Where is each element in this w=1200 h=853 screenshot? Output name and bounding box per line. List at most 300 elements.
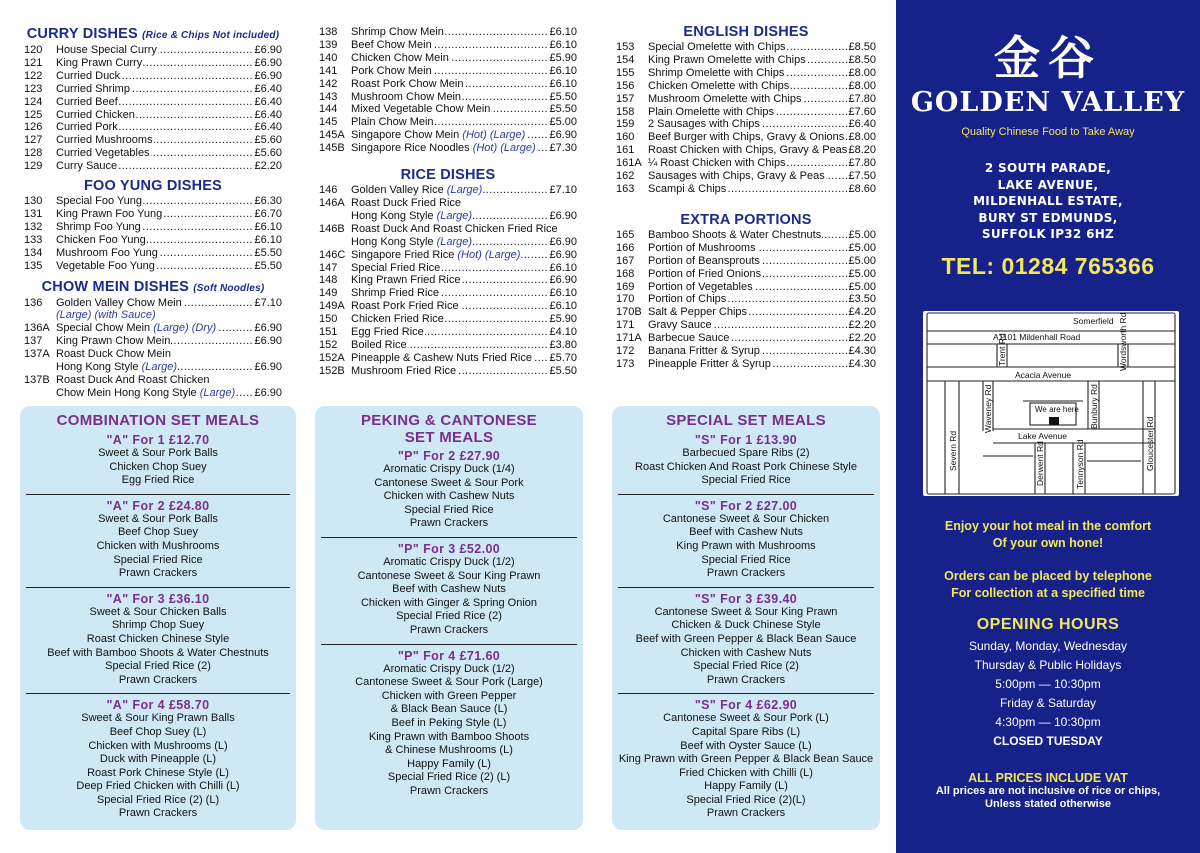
set-meal-item: Prawn Crackers	[706, 807, 786, 820]
set-meal-heading: "A" For 2 £24.80	[106, 498, 210, 513]
menu-column-2	[319, 26, 577, 378]
item-name: Portion of Chips .....	[648, 293, 848, 306]
menu-item	[616, 80, 876, 93]
menu-item	[616, 106, 876, 119]
menu-column-1	[24, 26, 282, 400]
special-title: SPECIAL SET MEALS	[666, 412, 826, 429]
item-number: 138	[319, 26, 338, 38]
item-name: Roast Pork Chow Mein .....	[351, 78, 549, 91]
item-name: Portion of Vegetables .....	[648, 281, 848, 294]
menu-item	[319, 300, 577, 313]
set-meal-item: & Chinese Mushrooms (L)	[385, 744, 513, 757]
set-meal-item: Chicken Chop Suey	[109, 460, 207, 473]
item-number: 168	[616, 267, 635, 280]
item-price: £8.00	[848, 131, 876, 144]
item-price: £5.90	[549, 51, 577, 64]
item-name: Mixed Vegetable Chow Mein .....	[351, 103, 549, 116]
set-meal-item: Beef with Bamboo Shoots & Water Chestnuts	[47, 646, 269, 659]
item-number: 143	[319, 90, 338, 103]
item-number: 152A	[319, 351, 345, 364]
chowmein-more-list	[319, 26, 577, 155]
set-meal-item: Happy Family (L)	[704, 780, 788, 793]
menu-item	[319, 236, 577, 249]
set-meal-item: Happy Family (L)	[407, 757, 491, 770]
item-price: £8.50	[848, 41, 876, 53]
set-meal-item: Chicken with Green Pepper	[381, 689, 517, 702]
item-name: Chicken Foo Yung .....	[56, 234, 254, 247]
set-meal-item: Chicken with Mushrooms (L)	[88, 739, 228, 752]
menu-item	[319, 274, 577, 287]
set-meal-item: Beef with Green Pepper & Black Bean Sauce	[635, 632, 857, 645]
menu-item	[616, 242, 876, 255]
item-name: Special Chow Mein (Large) (Dry) .....	[56, 322, 254, 335]
curry-section-title: CURRY DISHES (Rice & Chips Not included)	[26, 26, 280, 42]
map-label-a1101: A1101 Mildenhall Road	[993, 332, 1081, 342]
opening-hours: Sunday, Monday, Wednesday Thursday & Public Holidays 5:00pm — 10:30pm Friday & Saturday 4:30pm — 10:30pm CLOSED TUESDAY	[896, 637, 1200, 751]
item-name: Chicken Chow Mein .....	[351, 52, 549, 65]
set-meal-item: Special Fried Rice	[701, 553, 791, 566]
item-price: £5.00	[848, 241, 876, 254]
menu-item	[24, 121, 282, 134]
menu-item	[616, 268, 876, 281]
item-number: 160	[616, 131, 635, 144]
set-meal-item: Prawn Crackers	[706, 567, 786, 580]
menu-item	[616, 131, 876, 144]
item-price: £6.10	[549, 64, 577, 77]
map-label-acacia: Acacia Avenue	[1015, 370, 1072, 380]
item-number: 131	[24, 207, 43, 220]
chinese-logo: 金谷	[994, 31, 1102, 85]
meal-divider	[321, 537, 577, 538]
item-name: Barbecue Sauce .....	[648, 332, 848, 345]
item-name: Plain Chow Mein .....	[351, 116, 549, 129]
item-price: £7.30	[549, 142, 577, 155]
set-meal-item: Sweet & Sour Chicken Balls	[89, 605, 227, 618]
item-number: 161	[616, 144, 635, 157]
item-number: 135	[24, 259, 43, 272]
menu-item	[24, 109, 282, 122]
item-name: Chicken Fried Rice .....	[351, 313, 549, 326]
rice-list	[319, 184, 577, 378]
set-meal-heading: "A" For 1 £12.70	[106, 433, 210, 447]
meal-divider	[618, 587, 874, 588]
set-meal-item: Aromatic Crispy Duck (1/2)	[383, 662, 515, 675]
item-name: Curried Duck .....	[56, 70, 254, 83]
item-price: £7.50	[848, 170, 876, 183]
menu-item	[319, 78, 577, 91]
set-meal-item: Special Fried Rice (2)(L)	[686, 793, 806, 806]
item-number: 152B	[319, 364, 345, 377]
item-number: 141	[319, 64, 338, 77]
item-name: Sausages with Chips, Gravy & Peas .....	[648, 170, 848, 183]
set-meal-item: Egg Fried Rice	[121, 474, 195, 487]
menu-item	[319, 287, 577, 300]
set-meal-item: Prawn Crackers	[409, 784, 489, 797]
item-name: Curried Pork .....	[56, 121, 254, 134]
item-price: £5.00	[848, 228, 876, 241]
item-name: Portion of Mushrooms .....	[648, 242, 848, 255]
item-name: Special Omelette with Chips .....	[648, 41, 848, 54]
menu-item	[319, 116, 577, 129]
item-price: £6.70	[254, 207, 282, 220]
menu-item	[616, 358, 876, 371]
item-name: Portion of Fried Onions .....	[648, 268, 848, 281]
item-price: £6.40	[254, 108, 282, 121]
item-number: 153	[616, 41, 635, 53]
map-label-severn: Severn Rd	[948, 430, 958, 471]
item-number: 163	[616, 182, 635, 195]
menu-item	[24, 44, 282, 57]
set-meal-item: Capital Spare Ribs (L)	[691, 725, 801, 738]
menu-item	[24, 387, 282, 400]
chowmein-section-title: CHOW MEIN DISHES (Soft Noodles)	[41, 278, 265, 295]
set-meal-item: Special Fried Rice	[701, 474, 791, 487]
item-number: 134	[24, 246, 43, 259]
menu-item	[24, 247, 282, 260]
item-name: Roast Pork Fried Rice .....	[351, 300, 549, 313]
item-name: Hong Kong Style (Large) .....	[351, 236, 549, 249]
item-name: Portion of Beansprouts .....	[648, 255, 848, 268]
item-number: 146	[319, 184, 338, 197]
item-price: £7.80	[848, 92, 876, 105]
map-drawing	[923, 311, 1179, 496]
item-price: £2.20	[848, 319, 876, 332]
menu-item	[24, 374, 282, 387]
item-number: 157	[616, 92, 635, 105]
set-meal-item: Cantonese Sweet & Sour Pork	[374, 476, 524, 489]
set-meal-item: Prawn Crackers	[409, 623, 489, 636]
item-price: £5.50	[549, 364, 577, 377]
menu-item	[616, 54, 876, 67]
item-name: Singapore Chow Mein (Hot) (Large) .....	[351, 129, 549, 142]
menu-item	[319, 39, 577, 52]
set-meal-item: Barbecued Spare Ribs (2)	[682, 447, 810, 459]
menu-item	[616, 144, 876, 157]
menu-item	[319, 26, 577, 39]
map-label-wordsworth: Wordsworth Rd	[1118, 312, 1128, 371]
item-number	[319, 210, 351, 223]
item-price: £5.90	[549, 313, 577, 326]
set-meal-item: King Prawn with Green Pepper & Black Bean Sauce	[618, 753, 874, 766]
item-price: £6.90	[254, 56, 282, 69]
item-name: Golden Valley Chow Mein .....	[56, 297, 254, 310]
item-price: £8.60	[848, 182, 876, 195]
set-meal-item: Cantonese Sweet & Sour Pork (L)	[663, 712, 829, 725]
menu-item	[24, 57, 282, 70]
set-meal-item: Cantonese Sweet & Sour Chicken	[662, 512, 830, 525]
item-price: £5.50	[549, 103, 577, 116]
item-number: 161A	[616, 157, 642, 170]
menu-item	[616, 255, 876, 268]
menu-item	[24, 70, 282, 83]
item-price: £3.80	[549, 338, 577, 351]
meal-divider	[26, 693, 290, 694]
menu-item	[319, 142, 577, 155]
rice-section-title: RICE DISHES	[400, 167, 496, 184]
item-number: 148	[319, 274, 338, 287]
set-meal-item: Beef with Cashew Nuts	[392, 583, 506, 596]
set-meal-item: Special Fried Rice (2) (L)	[96, 793, 220, 806]
set-meal-item: Roast Pork Chinese Style (L)	[87, 766, 229, 779]
item-name: ¼ Roast Chicken with Chips .....	[648, 157, 848, 170]
menu-item	[24, 221, 282, 234]
map-label-waveney: Waveney Rd	[983, 384, 993, 433]
set-meal-item: Cantonese Sweet & Sour Pork (Large)	[355, 676, 543, 689]
item-name: Roast Duck And Roast Chicken Fried Rice	[351, 222, 558, 235]
item-number: 170	[616, 293, 635, 306]
extra-section-title: EXTRA PORTIONS	[680, 211, 812, 228]
map-label-trent: Trent Rd	[997, 333, 1007, 366]
map-label-tennyson: Tennyson Rd	[1075, 439, 1085, 489]
menu-item	[616, 157, 876, 170]
set-meal-item: Roast Chicken Chinese Style	[86, 632, 230, 645]
set-meal-item: Chicken with Ginger & Spring Onion	[360, 596, 538, 609]
item-number: 128	[24, 147, 43, 160]
meal-divider	[321, 644, 577, 645]
peking-title: PEKING & CANTONESE SET MEALS	[361, 412, 537, 446]
item-number: 158	[616, 105, 635, 118]
telephone: TEL: 01284 765366	[941, 252, 1155, 279]
menu-item	[616, 345, 876, 358]
set-meal-item: Duck with Pineapple (L)	[99, 753, 217, 766]
item-number: 172	[616, 345, 635, 358]
item-price: £7.60	[848, 105, 876, 118]
item-price: £5.50	[254, 246, 282, 259]
item-number: 170B	[616, 306, 642, 319]
set-meal-heading: "A" For 4 £58.70	[106, 698, 210, 713]
map-label-somerfield: Somerfield	[1073, 316, 1114, 326]
item-number: 152	[319, 338, 338, 351]
item-number: 136A	[24, 322, 50, 335]
set-meal-item: Sweet & Sour Pork Balls	[98, 447, 218, 459]
item-number: 142	[319, 77, 338, 90]
menu-item	[24, 208, 282, 221]
set-meal-heading: "S" For 2 £27.00	[694, 498, 798, 513]
item-number: 146B	[319, 222, 345, 235]
item-name: Roast Duck Chow Mein	[56, 348, 171, 361]
item-number: 171	[616, 319, 635, 332]
map-label-derwent: Derwent Rd	[1035, 441, 1045, 486]
map-label-here: We are here	[1035, 405, 1079, 414]
set-meal-item: Chicken with Cashew Nuts	[680, 646, 812, 659]
item-price: £6.40	[848, 118, 876, 131]
meal-divider	[618, 494, 874, 495]
menu-item	[24, 134, 282, 147]
item-price: £5.00	[549, 116, 577, 129]
menu-item	[319, 326, 577, 339]
item-name: Scampi & Chips .....	[648, 183, 848, 196]
menu-item	[616, 67, 876, 80]
set-meal-item: Cantonese Sweet & Sour King Prawn	[654, 605, 838, 618]
item-name: Banana Fritter & Syrup .....	[648, 345, 848, 358]
item-price: £4.30	[848, 345, 876, 358]
menu-item	[319, 103, 577, 116]
item-number: 139	[319, 38, 338, 51]
item-name: Pineapple Fritter & Syrup .....	[648, 358, 848, 371]
set-meal-item: Prawn Crackers	[118, 567, 198, 580]
item-name: King Prawn Fried Rice .....	[351, 274, 549, 287]
item-number: 155	[616, 66, 635, 79]
item-name: King Prawn Foo Yung .....	[56, 208, 254, 221]
item-price: £6.40	[254, 121, 282, 134]
map-label-bunbury: Bunbury Rd	[1089, 384, 1099, 429]
item-price: £6.10	[549, 287, 577, 300]
item-number	[24, 309, 56, 322]
item-number: 124	[24, 95, 43, 108]
set-meal-item: Special Fried Rice	[113, 553, 203, 566]
meal-divider	[26, 587, 290, 588]
item-name: Curried Shrimp .....	[56, 83, 254, 96]
menu-item	[616, 306, 876, 319]
menu-item	[319, 129, 577, 142]
item-name: Roast Duck And Roast Chicken	[56, 373, 210, 386]
menu-item	[24, 147, 282, 160]
special-meals	[612, 433, 880, 821]
special-set-meals-box	[612, 406, 880, 830]
item-price: £6.90	[549, 235, 577, 248]
set-meal-item: Special Fried Rice	[404, 503, 494, 516]
menu-item	[319, 249, 577, 262]
set-meal-heading: "P" For 3 £52.00	[397, 541, 501, 556]
item-price: £8.00	[848, 79, 876, 92]
item-price: £6.10	[549, 26, 577, 38]
item-number: 150	[319, 313, 338, 326]
menu-item	[616, 332, 876, 345]
english-list	[616, 41, 876, 196]
item-price: £6.90	[254, 335, 282, 348]
peking-meals	[315, 449, 583, 798]
item-price: £7.10	[549, 184, 577, 197]
item-number: 120	[24, 44, 43, 56]
menu-item	[24, 361, 282, 374]
item-name: Pineapple & Cashew Nuts Fried Rice .....	[351, 352, 549, 365]
item-price: £6.90	[549, 274, 577, 287]
item-name: House Special Curry .....	[56, 44, 254, 57]
item-number: 166	[616, 241, 635, 254]
item-name: Golden Valley Rice (Large) .....	[351, 184, 549, 197]
item-name: Mushroom Foo Yung .....	[56, 247, 254, 260]
item-price: £2.20	[254, 160, 282, 173]
item-name: Chicken Omelette with Chips .....	[648, 80, 848, 93]
item-name: Beef Burger with Chips, Gravy & Onions .....	[648, 131, 848, 144]
item-name: Curried Mushrooms .....	[56, 134, 254, 147]
set-meal-heading: "P" For 4 £71.60	[397, 648, 501, 663]
item-price: £6.40	[254, 82, 282, 95]
set-meal-item: Beef Chop Suey	[117, 526, 199, 539]
set-meal-item: & Black Bean Sauce (L)	[390, 703, 508, 716]
set-meal-item: Beef Chop Suey (L)	[109, 725, 207, 738]
menu-item	[616, 281, 876, 294]
menu-item	[616, 93, 876, 106]
set-meal-item: Aromatic Crispy Duck (1/2)	[383, 555, 515, 568]
set-meal-item: Prawn Crackers	[118, 807, 198, 820]
tagline: Quality Chinese Food to Take Away	[961, 126, 1135, 138]
item-name: Roast Chicken with Chips, Gravy & Peas .....	[648, 144, 848, 157]
item-name: King Prawn Chow Mein .....	[56, 335, 254, 348]
set-meal-item: Aromatic Crispy Duck (1/4)	[383, 463, 515, 475]
menu-item	[24, 348, 282, 361]
set-meal-heading: "S" For 1 £13.90	[694, 433, 798, 447]
item-price: £6.90	[549, 248, 577, 261]
curry-list	[24, 44, 282, 173]
item-name: Mushroom Fried Rice .....	[351, 365, 549, 378]
item-price: £6.90	[549, 209, 577, 222]
item-number	[24, 361, 56, 374]
item-number: 133	[24, 233, 43, 246]
item-price: £4.10	[549, 326, 577, 339]
menu-item	[616, 41, 876, 54]
item-price: £3.50	[848, 293, 876, 306]
fooyung-list	[24, 195, 282, 272]
item-name: Curried Vegetables .....	[56, 147, 254, 160]
item-price: £6.90	[254, 386, 282, 399]
item-name: Chow Mein Hong Kong Style (Large) .....	[56, 387, 254, 400]
menu-item	[319, 262, 577, 275]
item-price: £4.30	[848, 357, 876, 370]
item-price: £6.10	[549, 261, 577, 274]
item-name: Shrimp Fried Rice .....	[351, 287, 549, 300]
set-meal-item: Fried Chicken with Chilli (L)	[679, 766, 813, 779]
item-number: 126	[24, 121, 43, 134]
item-price: £6.10	[549, 77, 577, 90]
menu-item	[616, 118, 876, 131]
brand-panel	[896, 0, 1200, 853]
item-number: 145A	[319, 129, 345, 142]
item-name: Mushroom Chow Mein .....	[351, 91, 549, 104]
item-price: £4.20	[848, 306, 876, 319]
menu-item	[319, 223, 577, 236]
item-name: Shrimp Foo Yung .....	[56, 221, 254, 234]
set-meal-item: Chicken & Duck Chinese Style	[671, 619, 821, 632]
set-meal-item: Chicken with Mushrooms	[96, 539, 220, 552]
set-meal-heading: "A" For 3 £36.10	[106, 591, 210, 606]
menu-item	[24, 309, 282, 322]
item-name: Singapore Fried Rice (Hot) (Large) .....	[351, 249, 549, 262]
set-meal-item: Special Fried Rice (2)	[105, 660, 211, 673]
item-number: 159	[616, 118, 635, 131]
item-number: 146A	[319, 196, 345, 209]
item-number: 123	[24, 82, 43, 95]
menu-item	[24, 297, 282, 310]
location-map	[923, 311, 1179, 496]
item-price: £6.10	[254, 220, 282, 233]
set-meal-heading: "S" For 4 £62.90	[694, 698, 798, 713]
menu-item	[24, 234, 282, 247]
set-meal-item: Cantonese Sweet & Sour King Prawn	[357, 569, 541, 582]
menu-item	[24, 96, 282, 109]
item-number: 151	[319, 326, 338, 339]
map-label-gloucester: Gloucester Rd	[1145, 416, 1155, 471]
item-name: Hong Kong Style (Large) .....	[351, 210, 549, 223]
item-number: 169	[616, 280, 635, 293]
english-section-title: ENGLISH DISHES	[683, 24, 809, 40]
menu-item	[24, 260, 282, 273]
menu-item	[319, 339, 577, 352]
menu-column-3	[616, 24, 876, 371]
menu-item	[24, 83, 282, 96]
item-name: King Prawn Omelette with Chips .....	[648, 54, 848, 67]
menu-item	[616, 319, 876, 332]
vat-note: ALL PRICES INCLUDE VAT	[968, 771, 1128, 785]
item-name: 2 Sausages with Chips .....	[648, 118, 848, 131]
item-number: 137	[24, 335, 43, 348]
item-number: 137A	[24, 348, 50, 361]
set-meal-item: Special Fried Rice (2)	[693, 660, 799, 673]
meal-divider	[26, 494, 290, 495]
item-name: Roast Duck Fried Rice	[351, 196, 462, 209]
set-meal-item: King Prawn with Mushrooms	[676, 539, 816, 552]
menu-item	[616, 229, 876, 242]
